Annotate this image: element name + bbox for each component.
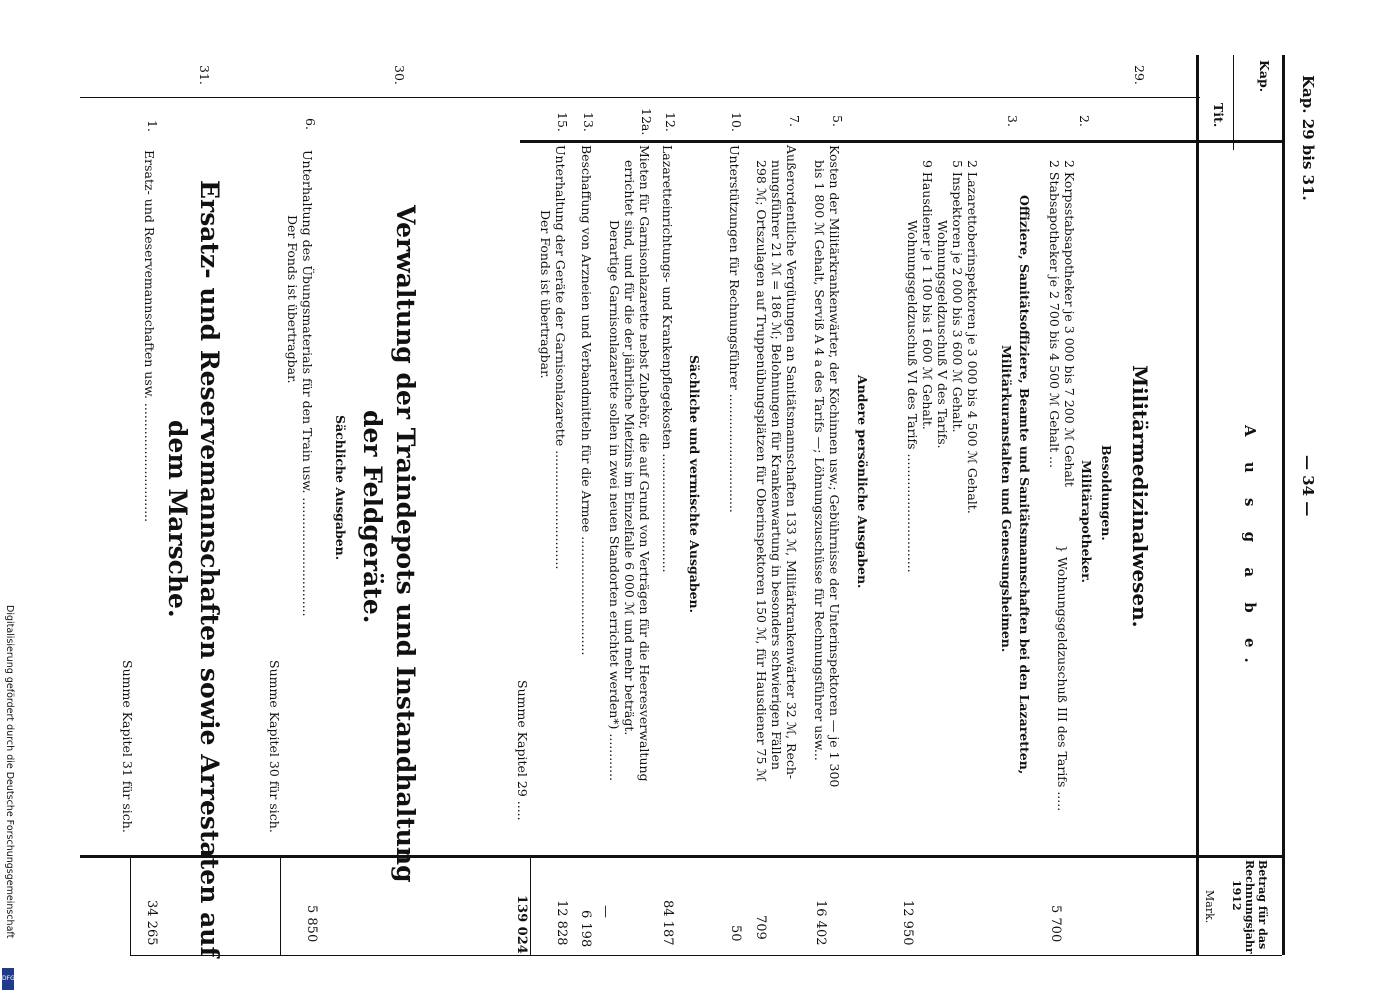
t2-line-1: 2 Korpsstabsapotheker je 3 000 bis 7 200 ℳ Gehalt — [1062, 160, 1077, 487]
outer-top-rule-2 — [1282, 55, 1285, 955]
t6-line-2: Der Fonds ist übertragbar. — [285, 215, 300, 384]
t3-line-4: 9 Hausdiener je 1 100 bis 1 600 ℳ Gehalt. — [920, 160, 935, 430]
t3-line-2: 5 Inspektoren je 2 000 bis 3 600 ℳ Gehalt. — [950, 160, 965, 433]
offiziere-heading-1: Offiziere, Sanitätsoffiziere, Beamte und Sanitätsmannschaften bei den Lazaretten, — [1017, 195, 1032, 775]
chapter-29-sum-amount: 139 024 — [514, 895, 529, 954]
chapter30-sum-rule — [280, 855, 281, 955]
tit-7: 7. — [787, 115, 802, 127]
t10-amount: 50 — [728, 925, 743, 942]
tit-12a: 12a. — [639, 108, 654, 136]
t12a-line-2: errichtet sind, und für die der jährliche Mietzins im Einzelfalle 6 000 ℳ und mehr beträgt. — [622, 160, 637, 736]
chapter29-sum-rule — [530, 855, 531, 955]
column-rule-left — [520, 140, 1282, 143]
chapter-31-title-1: Ersatz- und Reservemannschaften sowie Arrestaten auf — [195, 180, 224, 958]
tit-15: 15. — [555, 112, 570, 132]
t5-line-2: bis 1 800 ℳ Gehalt, Serviß A 4 a des Tarifs —; Löhnungszuschüsse für Rechnungsführer usw... — [812, 160, 827, 761]
t15-line-2: Der Fonds ist übertragbar. — [538, 210, 553, 379]
section-title: A u s g a b e. — [1241, 425, 1259, 673]
t13-line-1: Beschaffung von Arzneien und Verbandmitteln für die Armee .............................. — [579, 145, 594, 656]
t2-line-2: 2 Stabsapotheker je 2 700 bis 4 500 ℳ Gehalt ... — [1047, 160, 1062, 469]
page-number: — 34 — — [1299, 455, 1317, 517]
outer-top-rule — [1196, 55, 1199, 955]
t2-brace: } Wohnungsgeldzuschuß III des Tarifs ..... — [1055, 545, 1070, 812]
amount-column-rule — [80, 855, 1282, 858]
t7-line-2: nungsführer 21 ℳ = 186 ℳ; Belohnungen für Krankenwartung in besonders schwierigen Fällen — [769, 160, 784, 770]
t15-line-1: Unterhaltung der Geräte der Garnisonlazarette .............................. — [553, 145, 568, 570]
t12-amount: 84 187 — [660, 900, 675, 946]
chapter-29-number: 29. — [1132, 65, 1147, 85]
t7-line-3: 298 ℳ; Ortszulagen auf Truppenübungsplätzen für Oberinspektoren 150 ℳ, für Hausdiener 75 ℳ — [754, 160, 769, 782]
t10-line-1: Unterstützungen für Rechnungsführer .............................. — [727, 145, 742, 513]
t12a-line-1: Mieten für Garnisonlazarette nebst Zubehör, die auf Grund von Verträgen für die Heeresverwaltung — [637, 145, 652, 782]
bottom-rule — [130, 955, 1282, 956]
tit-1: 1. — [145, 120, 160, 132]
chapter-29-sum: Summe Kapitel 29 ..... — [515, 680, 530, 821]
chapter-31-number: 31. — [197, 65, 212, 85]
dfg-logo: DFG — [2, 968, 14, 990]
col-unit: Mark. — [1203, 890, 1216, 924]
header-rule — [80, 97, 1200, 98]
chapter-30-title-2: der Feldgeräte. — [358, 410, 387, 624]
digitization-credit-strip — [0, 0, 16, 1000]
t3-line-1: 2 Lazarettoberinspektoren je 3 000 bis 4 500 ℳ Gehalt. — [965, 160, 980, 514]
chapter-30-number: 30. — [392, 65, 407, 85]
t12-line-1: Lazaretteinrichtungs- und Krankenpflegekosten .............................. — [660, 145, 675, 573]
tit-5: 5. — [830, 115, 845, 127]
saechliche-heading: Sächliche und vermischte Ausgaben. — [687, 355, 702, 613]
t7-line-1: Außerordentliche Vergütungen an Sanitätsmannschaften 133 ℳ, Militärkrankenwärter 32 ℳ, Rech- — [784, 145, 799, 780]
kap-divider — [1233, 55, 1234, 150]
t5-line-1: Kosten der Militärkrankenwärter, der Köchinnen usw.; Gebührnisse der Unterinspektoren — je 1 300 — [827, 145, 842, 788]
t6-line-1: Unterhaltung des Übungsmaterials für den Train usw. .............................. — [300, 150, 315, 617]
chapter31-sum-rule — [130, 855, 131, 955]
besoldungen-heading: Besoldungen. — [1099, 445, 1114, 541]
offiziere-heading-2: Militärkuranstalten und Genesungsheimen. — [999, 345, 1014, 653]
t1-line-1: Ersatz- und Reservemannschaften usw. .............................. — [142, 150, 157, 523]
chapter-30-saechliche: Sächliche Ausgaben. — [333, 415, 348, 561]
tit-3: 3. — [1005, 115, 1020, 127]
col-tit: Tit. — [1211, 103, 1226, 128]
t12a-line-3: Derartige Garnisonlazarette sollen in zwei neuen Standorten errichtet werden*) ............ — [607, 220, 622, 782]
col-amount-2: Rechnungsjahr — [1243, 860, 1256, 954]
t7-amount: 16 402 — [813, 900, 828, 946]
t13-amount: 6 198 — [578, 910, 593, 948]
col-kap: Kap. — [1257, 60, 1272, 93]
digitization-credit: Digitalisierung gefördert durch die Deutsche Forschungsgemeinschaft — [4, 605, 15, 939]
tit-13: 13. — [581, 112, 596, 132]
tit-6: 6. — [303, 118, 318, 130]
andere-heading: Andere persönliche Ausgaben. — [855, 375, 870, 589]
tit-12: 12. — [663, 112, 678, 132]
col-amount-3: 1912 — [1230, 880, 1243, 911]
tit-2: 2. — [1077, 115, 1092, 127]
t12a-amount: — — [598, 905, 613, 918]
t7-amount-2: 709 — [753, 915, 768, 940]
t15-amount: 12 828 — [554, 900, 569, 946]
t3-amount: 12 950 — [900, 900, 915, 946]
chapter-30-sum: Summe Kapitel 30 für sich. — [267, 660, 282, 833]
page-range: Kap. 29 bis 31. — [1299, 75, 1317, 201]
t3-line-5: Wohnungsgeldzuschuß VI des Tarifs .............................. — [905, 220, 920, 573]
chapter-29-title: Militärmedizinalwesen. — [1128, 365, 1152, 628]
chapter-31-title-2: dem Marsche. — [163, 420, 192, 618]
apotheker-heading: Militärapotheker. — [1079, 460, 1094, 583]
t3-line-3: Wohnungsgeldzuschuß V des Tarifs. — [935, 220, 950, 449]
col-amount-1: Betrag für das — [1256, 860, 1269, 950]
t6-amount: 5 850 — [304, 905, 319, 943]
chapter-31-sum: Summe Kapitel 31 für sich. — [120, 660, 135, 833]
tit-10: 10. — [729, 112, 744, 132]
t1-amount: 34 265 — [144, 900, 159, 946]
t2-amount: 5 700 — [1048, 905, 1063, 943]
chapter-30-title-1: Verwaltung der Traindepots und Instandhaltung — [391, 205, 420, 883]
